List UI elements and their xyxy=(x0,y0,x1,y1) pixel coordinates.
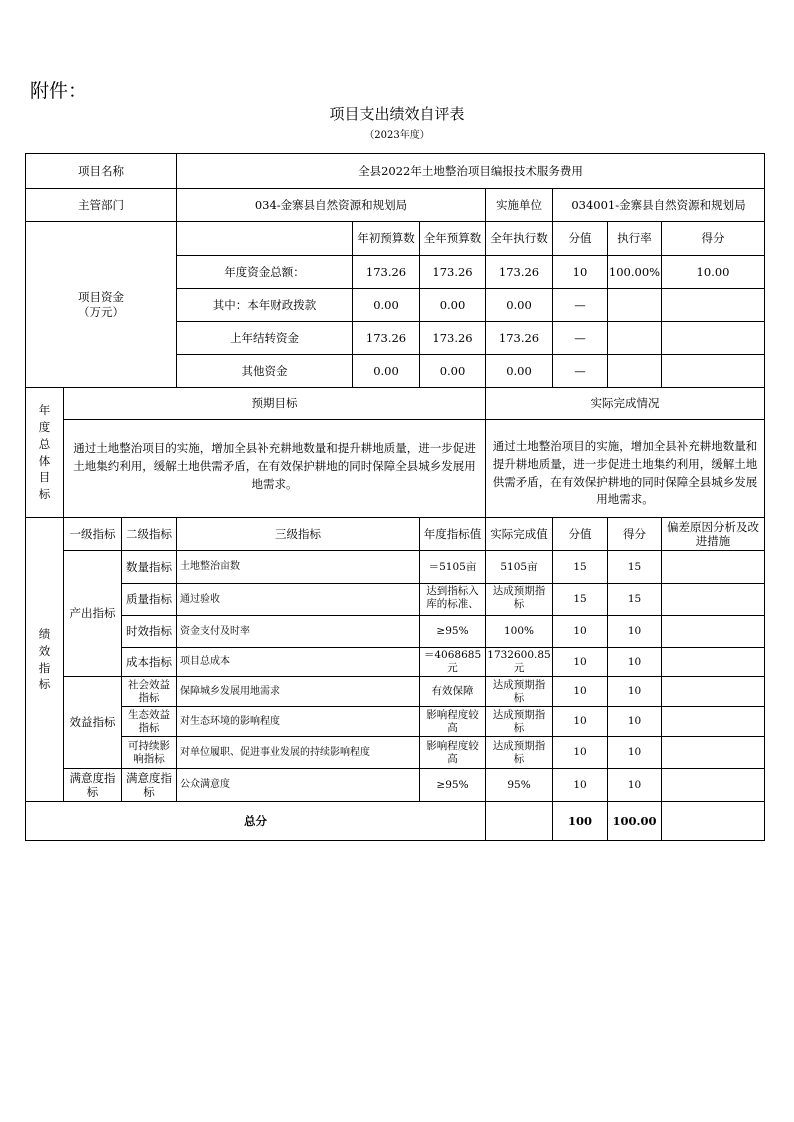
perf-actual: 95% xyxy=(507,778,531,791)
funds-row-label: 年度资金总额： xyxy=(224,264,305,279)
expected-goal-header: 预期目标 xyxy=(251,396,298,411)
perf-l2: 数量指标 xyxy=(126,559,172,574)
perf-target: 有效保障 xyxy=(431,685,474,698)
perf-got: 10 xyxy=(627,715,642,728)
perf-target: ＝5105亩 xyxy=(428,560,477,573)
perf-target: ≥95% xyxy=(436,778,469,791)
perf-header: 实际完成值 xyxy=(490,526,548,541)
perf-note xyxy=(662,707,764,736)
perf-score: 10 xyxy=(573,715,587,728)
funds-header: 全年预算数 xyxy=(423,231,482,246)
perf-note xyxy=(662,584,764,615)
funds-label: 项目资金 （万元） xyxy=(78,290,124,319)
funds-header: 全年执行数 xyxy=(490,231,548,246)
level1-output: 产出指标 xyxy=(69,606,116,621)
perf-score: 10 xyxy=(573,778,587,791)
perf-target: 影响程度较高 xyxy=(426,708,479,734)
perf-score: 15 xyxy=(573,560,587,573)
funds-cell: 173.26 xyxy=(365,330,407,345)
perf-header: 三级指标 xyxy=(275,526,321,541)
perf-got: 15 xyxy=(627,560,642,573)
perf-target: ＝4068685元 xyxy=(423,649,482,674)
funds-row-label: 其他资金 xyxy=(241,363,288,378)
perf-actual: 1732600.85元 xyxy=(487,649,551,674)
perf-l2: 时效指标 xyxy=(126,624,172,639)
perf-score: 10 xyxy=(573,655,587,668)
perf-header: 一级指标 xyxy=(69,526,116,541)
performance-side-label: 绩效指标 xyxy=(38,627,51,692)
funds-cell: — xyxy=(574,330,586,345)
funds-cell: 10 xyxy=(572,264,588,279)
funds-header: 年初预算数 xyxy=(357,231,415,246)
perf-note xyxy=(662,737,764,768)
impl-label: 实施单位 xyxy=(496,197,542,212)
perf-score: 10 xyxy=(573,685,587,698)
expected-goal-text: 通过土地整治项目的实施，增加全县补充耕地数量和提升耕地质量，进一步促进土地集约利用，缓解土地供需矛盾，在有效保护耕地的同时保障全县城乡发展用地需求。 xyxy=(73,441,476,491)
level1-benefit: 效益指标 xyxy=(69,715,116,730)
perf-got: 10 xyxy=(627,746,642,759)
dept-value: 034-金寨县自然资源和规划局 xyxy=(254,197,408,212)
perf-actual: 达成预期指标 xyxy=(492,585,546,610)
perf-l3: 对生态环境的影响程度 xyxy=(180,715,280,727)
level1-satisfaction: 满意度指标 xyxy=(69,770,116,799)
funds-cell: 0.00 xyxy=(506,363,532,378)
funds-cell xyxy=(608,322,661,354)
total-label: 总分 xyxy=(244,813,267,828)
perf-header: 偏差原因分析及改进措施 xyxy=(667,519,759,548)
perf-l3: 土地整治亩数 xyxy=(180,561,240,572)
funds-cell: 173.26 xyxy=(432,264,473,279)
perf-actual: 达成预期指标 xyxy=(492,678,546,704)
funds-row-label: 其中：本年财政拨款 xyxy=(212,297,317,312)
perf-note xyxy=(662,677,764,706)
perf-header: 分值 xyxy=(568,526,592,541)
perf-l3: 项目总成本 xyxy=(180,656,230,667)
perf-score: 10 xyxy=(573,746,587,759)
funds-cell: 173.26 xyxy=(365,264,407,279)
total-score: 100 xyxy=(567,813,592,828)
funds-cell: 0.00 xyxy=(373,363,399,378)
perf-note xyxy=(662,769,764,801)
page-title: 项目支出绩效自评表 xyxy=(329,105,465,123)
funds-cell: 0.00 xyxy=(506,297,532,312)
funds-cell: 173.26 xyxy=(432,330,473,345)
funds-cell xyxy=(662,355,764,387)
funds-header: 分值 xyxy=(568,231,592,246)
goals-side-label: 年度总体目标 xyxy=(38,403,51,501)
perf-score: 15 xyxy=(573,593,587,606)
funds-cell xyxy=(662,322,764,354)
funds-header: 执行率 xyxy=(617,231,652,246)
perf-target: ≥95% xyxy=(436,625,469,638)
funds-cell: 173.26 xyxy=(498,330,540,345)
perf-actual: 100% xyxy=(503,625,535,638)
perf-l3: 通过验收 xyxy=(180,593,220,605)
funds-cell xyxy=(608,355,661,387)
funds-cell: 100.00% xyxy=(608,264,661,279)
project-name-value: 全县2022年土地整治项目编报技术服务费用 xyxy=(358,163,583,178)
attachment-label: 附件： xyxy=(30,80,88,102)
funds-cell: 0.00 xyxy=(373,297,399,312)
perf-l3: 资金支付及时率 xyxy=(180,625,250,637)
funds-cell: — xyxy=(574,363,586,378)
perf-actual: 5105亩 xyxy=(500,560,538,573)
perf-got: 15 xyxy=(627,593,642,606)
funds-row-label: 上年结转资金 xyxy=(230,330,299,345)
funds-cell: 173.26 xyxy=(498,264,540,279)
funds-cell: 10.00 xyxy=(696,264,730,279)
perf-header: 年度指标值 xyxy=(423,526,482,541)
perf-note xyxy=(662,551,764,583)
funds-header: 得分 xyxy=(701,231,725,246)
perf-l3: 对单位履职、促进事业发展的持续影响程度 xyxy=(180,746,370,758)
perf-note xyxy=(662,616,764,647)
perf-l2: 可持续影响指标 xyxy=(128,739,170,765)
perf-score: 10 xyxy=(573,625,587,638)
project-name-label: 项目名称 xyxy=(78,163,124,178)
funds-cell: 0.00 xyxy=(439,297,466,312)
impl-value: 034001-金寨县自然资源和规划局 xyxy=(571,197,746,212)
dept-label: 主管部门 xyxy=(78,197,124,212)
perf-l2: 社会效益指标 xyxy=(128,678,170,704)
perf-l2: 成本指标 xyxy=(126,654,172,669)
perf-got: 10 xyxy=(627,655,642,668)
perf-l2: 生态效益指标 xyxy=(128,708,170,734)
perf-note xyxy=(662,648,764,676)
actual-goal-header: 实际完成情况 xyxy=(590,396,660,411)
grid-line xyxy=(63,419,764,420)
actual-goal-text: 通过土地整治项目的实施，增加全县补充耕地数量和提升耕地质量，进一步促进土地集约利用，缓解土地供需矛盾，在有效保护耕地的同时保障全县城乡发展用地需求。 xyxy=(492,439,758,507)
perf-l2: 满意度指标 xyxy=(126,770,172,799)
perf-actual: 达成预期指标 xyxy=(492,708,546,734)
funds-cell: — xyxy=(574,297,586,312)
perf-l3: 公众满意度 xyxy=(180,779,230,790)
funds-cell xyxy=(662,289,764,321)
perf-l2: 质量指标 xyxy=(126,592,172,607)
year-label: （2023年度） xyxy=(364,130,430,141)
perf-target: 达到指标入库的标准、 xyxy=(426,585,479,610)
evaluation-table xyxy=(25,153,765,841)
perf-l3: 保障城乡发展用地需求 xyxy=(180,685,280,697)
total-got: 100.00 xyxy=(612,813,657,828)
perf-got: 10 xyxy=(627,625,642,638)
funds-cell xyxy=(608,289,661,321)
funds-cell: 0.00 xyxy=(439,363,466,378)
perf-got: 10 xyxy=(627,685,642,698)
perf-target: 影响程度较高 xyxy=(426,739,479,765)
perf-header: 二级指标 xyxy=(126,526,172,541)
perf-got: 10 xyxy=(627,778,642,791)
perf-header: 得分 xyxy=(623,526,646,541)
perf-actual: 达成预期指标 xyxy=(492,739,546,765)
